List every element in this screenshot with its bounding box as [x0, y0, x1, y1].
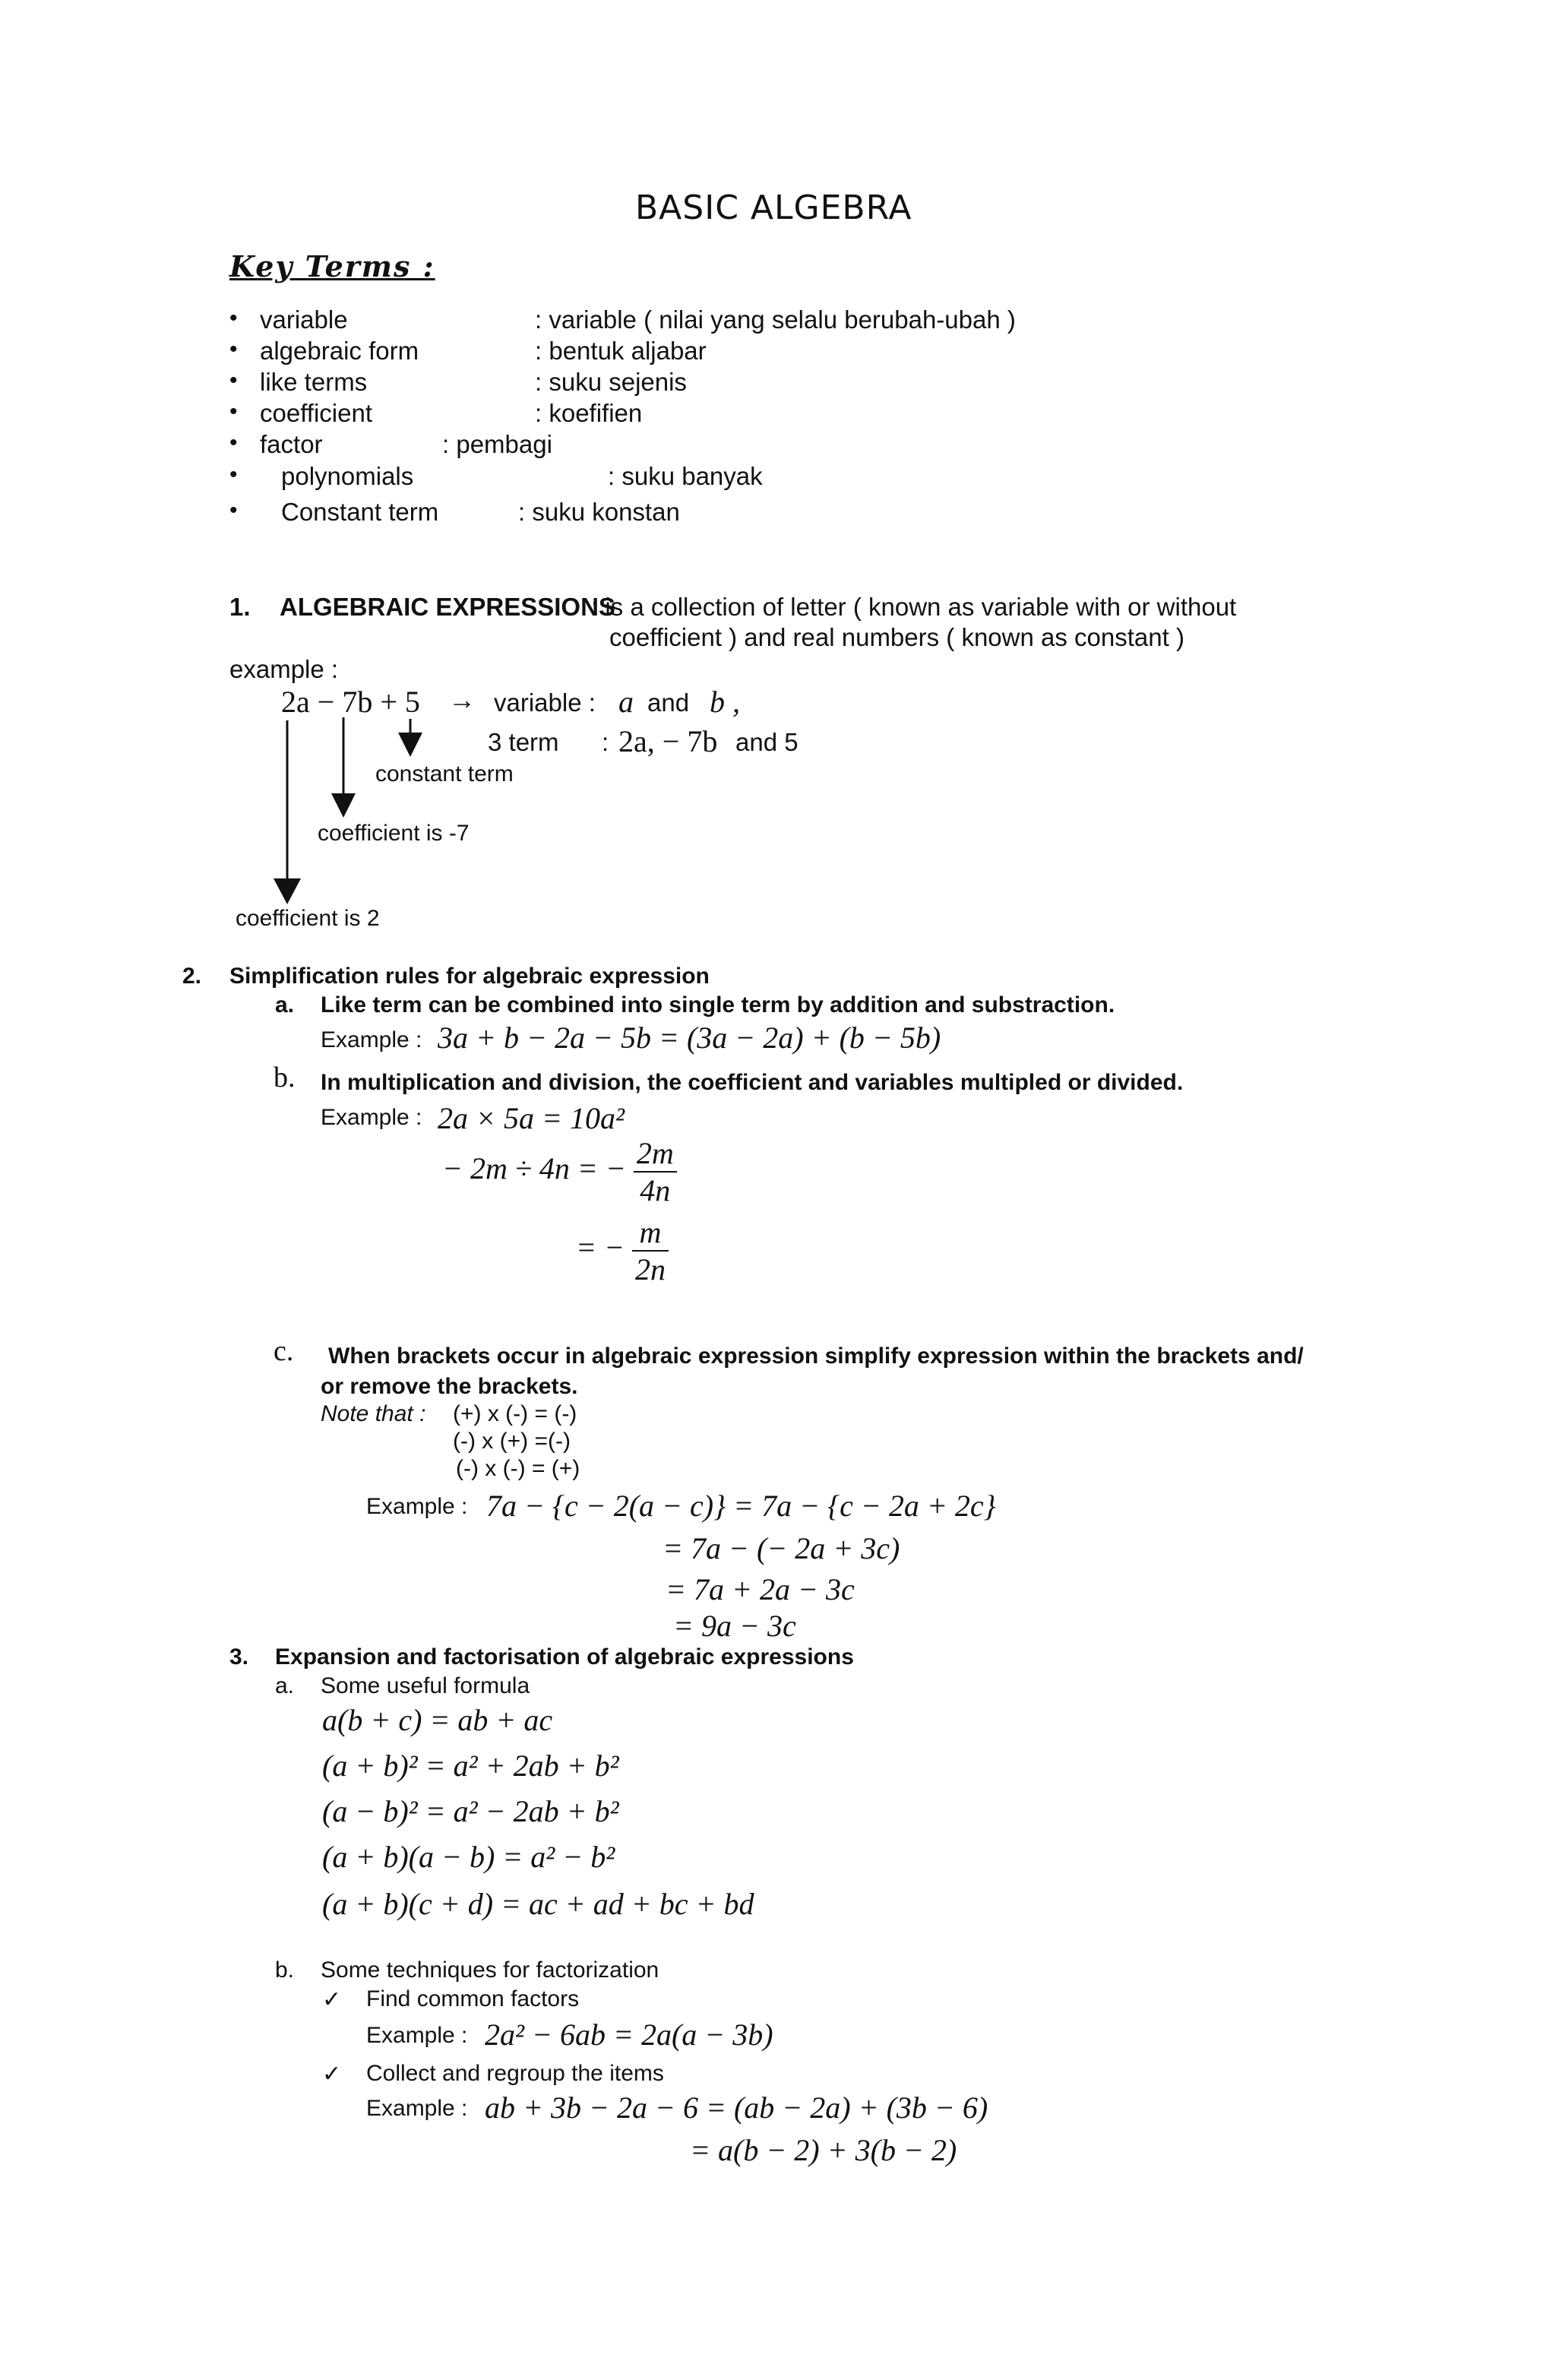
key-term-meaning: : variable ( nilai yang selalu berubah-ubah ) — [535, 305, 1016, 334]
key-term: Constant term — [281, 498, 439, 526]
formula: a(b + c) = ab + ac — [322, 1703, 553, 1737]
variable-label: variable : — [494, 688, 596, 717]
math-lhs: = − — [576, 1230, 625, 1265]
math-fraction — [634, 1135, 677, 1208]
bullet-icon: • — [229, 368, 238, 393]
math-expression: ab + 3b − 2a − 6 = (ab − 2a) + (3b − 6) — [485, 2090, 988, 2125]
formula: (a + b)(a − b) = a² − b² — [322, 1840, 615, 1874]
technique-label: Find common factors — [366, 1986, 580, 2011]
technique-label: Collect and regroup the items — [366, 2061, 664, 2086]
arrow-down-icon — [398, 733, 422, 757]
checkmark-icon: ✓ — [322, 2062, 342, 2087]
section-heading: Expansion and factorisation of algebraic expressions — [275, 1644, 854, 1669]
bullet-icon: • — [229, 305, 238, 331]
constant-term-label: constant term — [375, 761, 514, 786]
key-term: like terms — [260, 368, 368, 396]
example-label: example : — [229, 655, 339, 683]
section-text: coefficient ) and real numbers ( known as constant ) — [609, 623, 1184, 651]
note-rule: (-) x (-) = (+) — [456, 1456, 580, 1481]
note-rule: (+) x (-) = (-) — [453, 1401, 577, 1426]
coefficient-arrows — [228, 714, 456, 912]
note-label: Note that : — [321, 1401, 426, 1426]
subsection-text: or remove the brackets. — [321, 1374, 578, 1399]
checkmark-icon: ✓ — [322, 1987, 342, 2012]
section-text: : is a collection of letter ( known as variable with or without — [591, 593, 1237, 621]
key-term: factor — [260, 430, 323, 458]
example-label: Example : — [321, 1027, 422, 1052]
page-title: BASIC ALGEBRA — [635, 188, 912, 227]
section-number: 1. — [229, 593, 251, 621]
term-values: 2a, − 7b — [618, 724, 718, 758]
key-term: coefficient — [260, 399, 372, 427]
coefficient-a-label: coefficient is 2 — [236, 906, 380, 931]
key-term-meaning: : pembagi — [442, 430, 552, 458]
arrow-right-icon: → — [448, 684, 476, 715]
subsection-label: b. — [275, 1957, 295, 1983]
subsection-text: In multiplication and division, the coefficient and variables multipled or divided. — [321, 1070, 1184, 1095]
subsection-text: Like term can be combined into single term by addition and substraction. — [321, 992, 1115, 1018]
term-colon: : — [602, 728, 609, 756]
section-number: 2. — [182, 964, 202, 989]
note-rule: (-) x (+) =(-) — [453, 1429, 571, 1454]
key-term: algebraic form — [260, 337, 419, 365]
subsection-label: b. — [274, 1062, 296, 1093]
math-expression: 2a × 5a = 10a² — [438, 1101, 625, 1135]
key-term-meaning: : suku banyak — [608, 462, 763, 490]
math-expression: 2a² − 6ab = 2a(a − 3b) — [485, 2018, 773, 2052]
fraction-denominator: 4n — [640, 1173, 671, 1207]
subsection-text: Some useful formula — [321, 1673, 530, 1698]
subsection-label: a. — [275, 992, 295, 1018]
arrow-down-icon — [274, 878, 301, 904]
math-expression: = a(b − 2) + 3(b − 2) — [690, 2133, 957, 2167]
key-term-meaning: : koefifien — [535, 399, 643, 427]
arrow-down-icon — [331, 793, 356, 818]
formula: (a + b)² = a² + 2ab + b² — [322, 1749, 619, 1783]
section-heading: Simplification rules for algebraic expression — [229, 964, 710, 989]
subsection-text: When brackets occur in algebraic expression simplify expression within the brackets and/ — [328, 1343, 1304, 1369]
key-term-meaning: : suku sejenis — [535, 368, 687, 396]
variable-a: a — [618, 685, 634, 719]
math-expression: = 9a − 3c — [673, 1609, 796, 1643]
math-expression: = 7a + 2a − 3c — [666, 1572, 855, 1606]
math-fraction-expression — [576, 1214, 669, 1287]
key-term-meaning: : suku konstan — [518, 498, 680, 526]
math-expression: 7a − {c − 2(a − c)} = 7a − {c − 2a + 2c} — [486, 1489, 996, 1523]
subsection-label: a. — [275, 1673, 295, 1698]
bullet-icon: • — [229, 399, 238, 424]
subsection-text: Some techniques for factorization — [321, 1957, 659, 1983]
math-fraction-expression — [442, 1135, 677, 1208]
key-terms-heading: Key Terms : — [229, 249, 435, 283]
math-expression: 3a + b − 2a − 5b = (3a − 2a) + (b − 5b) — [438, 1021, 941, 1055]
fraction-numerator: m — [632, 1214, 669, 1252]
bullet-icon: • — [229, 430, 238, 455]
fraction-numerator: 2m — [634, 1135, 677, 1173]
bullet-icon: • — [229, 498, 238, 523]
example-label: Example : — [366, 2096, 468, 2121]
example-label: Example : — [366, 2023, 468, 2048]
term-label: 3 term — [488, 728, 559, 756]
math-fraction — [632, 1214, 669, 1287]
coefficient-b-label: coefficient is -7 — [318, 821, 470, 846]
key-term-meaning: : bentuk aljabar — [535, 337, 707, 365]
example-label: Example : — [366, 1494, 468, 1519]
variable-b: b , — [710, 685, 740, 719]
formula: (a − b)² = a² − 2ab + b² — [322, 1794, 619, 1828]
math-expression: 2a − 7b + 5 — [281, 685, 420, 719]
bullet-icon: • — [229, 337, 238, 362]
fraction-denominator: 2n — [634, 1252, 666, 1287]
variable-and: and — [647, 688, 690, 717]
subsection-label: c. — [274, 1335, 294, 1367]
math-lhs: − 2m ÷ 4n = − — [442, 1151, 626, 1186]
math-expression: = 7a − (− 2a + 3c) — [663, 1531, 900, 1565]
key-term: variable — [260, 305, 348, 334]
bullet-icon: • — [229, 462, 238, 487]
section-heading: ALGEBRAIC EXPRESSIONS — [280, 593, 615, 621]
section-number: 3. — [229, 1644, 249, 1669]
formula: (a + b)(c + d) = ac + ad + bc + bd — [322, 1887, 754, 1921]
term-and5: and 5 — [735, 728, 799, 756]
example-label: Example : — [321, 1105, 422, 1130]
key-term: polynomials — [281, 462, 414, 490]
